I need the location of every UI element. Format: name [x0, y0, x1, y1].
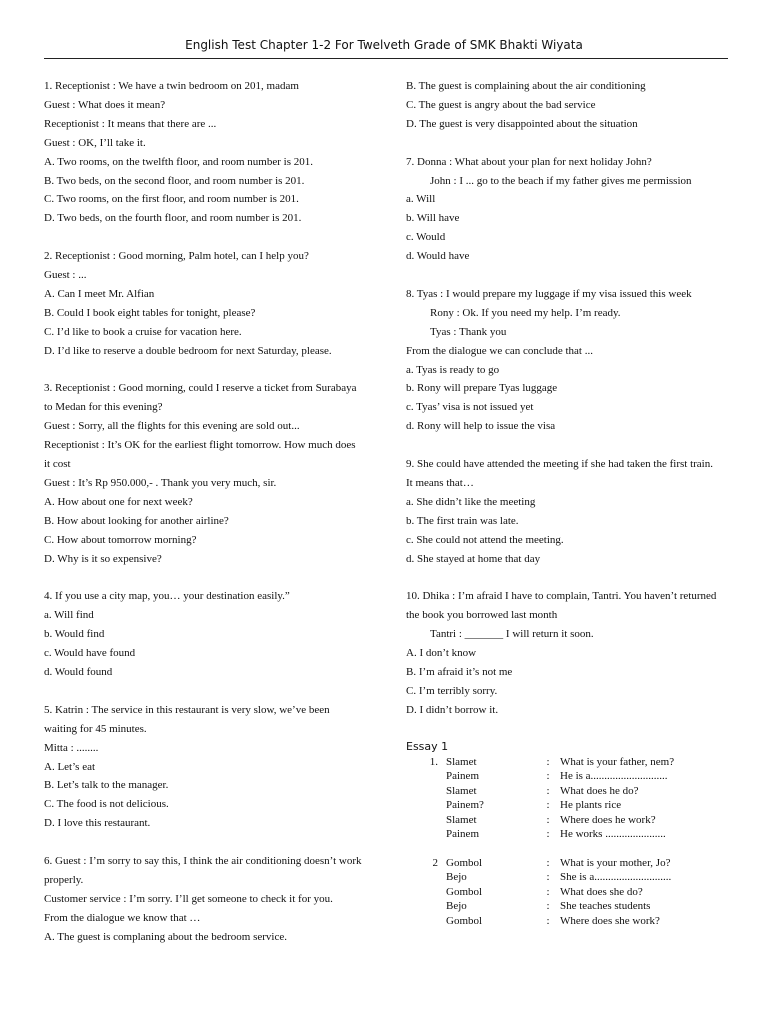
essay-colon: : — [546, 871, 550, 884]
question-line: C. Two rooms, on the first floor, and room number is 201. — [44, 193, 299, 206]
question-line: B. How about looking for another airline? — [44, 514, 229, 527]
essay-row — [406, 755, 674, 770]
question-line: Tyas : Thank you — [430, 325, 507, 338]
essay-line: He works ...................... — [560, 828, 666, 841]
essay-row — [406, 798, 674, 813]
question-text: 6. Guest : I’m sorry to say this, I think the air conditioning doesn’t work properly. — [44, 855, 362, 886]
question-text: 4. If you use a city map, you… your destination easily.” — [44, 590, 290, 603]
essay-colon: : — [546, 784, 550, 797]
question-line: b. Will have — [406, 212, 460, 225]
question-block — [44, 587, 364, 682]
essay-gap — [406, 842, 674, 856]
essay-speaker: Slamet — [446, 784, 477, 797]
essay-row — [406, 856, 674, 871]
essay-table — [406, 755, 674, 929]
title-divider — [44, 58, 728, 59]
essay-line: What does she do? — [560, 885, 643, 898]
essay-colon: : — [546, 900, 550, 913]
question-line: A. How about one for next week? — [44, 495, 193, 508]
essay-number — [406, 899, 446, 914]
question-line: d. Rony will help to issue the visa — [406, 420, 556, 433]
page-title: English Test Chapter 1-2 For Twelveth Grade of SMK Bhakti Wiyata — [185, 38, 583, 52]
essay-colon: : — [546, 770, 550, 783]
essay-line: What is your father, nem? — [560, 755, 675, 768]
question-block — [44, 701, 364, 833]
question-line: Receptionist : It means that there are ... — [44, 117, 217, 130]
question-line: D. Why is it so expensive? — [44, 552, 162, 565]
question-text: 5. Katrin : The service in this restaurant is very slow, we’ve been waiting for 45 minutes. — [44, 703, 330, 735]
essay-number — [406, 827, 446, 842]
question-line: Customer service : I’m sorry. I’ll get someone to check it for you. — [44, 892, 333, 905]
essay-line: Where does she work? — [560, 914, 660, 927]
question-line: d. Would found — [44, 666, 113, 679]
question-text: 9. She could have attended the meeting if she had taken the first train. It means that… — [406, 458, 713, 489]
question-line: C. I’d like to book a cruise for vacation here. — [44, 325, 242, 338]
question-block — [406, 587, 722, 719]
essay-line: She teaches students — [560, 900, 651, 913]
question-line: a. She didn’t like the meeting — [406, 495, 536, 508]
essay-line: He is a............................ — [560, 770, 668, 783]
question-line: c. Would have found — [44, 647, 136, 660]
essay-number — [406, 870, 446, 885]
question-text: 8. Tyas : I would prepare my luggage if my visa issued this week — [406, 287, 692, 300]
essay-number: 1. — [429, 755, 438, 768]
question-line: a. Tyas is ready to go — [406, 363, 500, 376]
question-line: D. I didn’t borrow it. — [406, 703, 499, 716]
question-line: b. Rony will prepare Tyas luggage — [406, 382, 558, 395]
essay-row — [406, 827, 674, 842]
question-block — [406, 153, 722, 266]
essay-number — [406, 769, 446, 784]
essay-number: 2 — [432, 856, 438, 869]
essay-row — [406, 885, 674, 900]
question-line: c. She could not attend the meeting. — [406, 533, 564, 546]
question-line: c. Tyas’ visa is not issued yet — [406, 401, 534, 414]
question-line: Rony : Ok. If you need my help. I’m ready. — [430, 306, 621, 319]
essay-number — [406, 813, 446, 828]
question-line: c. Would — [406, 231, 446, 244]
question-line: D. Two beds, on the fourth floor, and room number is 201. — [44, 212, 302, 225]
question-line: d. Would have — [406, 250, 470, 263]
essay-colon: : — [546, 813, 550, 826]
right-questions — [406, 77, 722, 720]
question-line: A. I don’t know — [406, 647, 477, 660]
question-text: B. The guest is complaining about the air conditioning — [406, 80, 646, 92]
essay-line: What is your mother, Jo? — [560, 856, 671, 869]
essay-number — [406, 798, 446, 813]
question-line: Guest : ... — [44, 269, 87, 282]
essay-row — [406, 813, 674, 828]
essay-line: He plants rice — [560, 799, 622, 812]
essay-speaker: Bejo — [446, 900, 467, 913]
question-line: D. I’d like to reserve a double bedroom for next Saturday, please. — [44, 344, 332, 357]
question-text: 1. Receptionist : We have a twin bedroom on 201, madam — [44, 80, 299, 92]
question-text: 10. Dhika : I’m afraid I have to complain, Tantri. You haven’t returned the book you borrowed last month — [406, 590, 717, 622]
question-line: C. How about tomorrow morning? — [44, 533, 197, 546]
question-line: Mitta : ........ — [44, 741, 99, 754]
essay-speaker: Bejo — [446, 871, 467, 884]
question-line: From the dialogue we can conclude that ... — [406, 344, 593, 357]
essay-colon: : — [546, 828, 550, 841]
question-line: Guest : OK, I’ll take it. — [44, 136, 146, 149]
essay-line: What does he do? — [560, 784, 639, 797]
question-line: C. The guest is angry about the bad service — [406, 98, 596, 111]
question-block — [44, 77, 364, 228]
question-line: b. Would find — [44, 628, 105, 641]
question-block — [406, 455, 722, 568]
question-line: Guest : What does it mean? — [44, 98, 166, 111]
essay-row — [406, 914, 674, 929]
question-text: 3. Receptionist : Good morning, could I reserve a ticket from Surabaya to Medan for this evening? — [44, 382, 357, 414]
left-column — [44, 77, 364, 966]
question-block — [406, 77, 722, 134]
essay-row — [406, 870, 674, 885]
question-line: Receptionist : It’s OK for the earliest flight tomorrow. How much does it cost — [44, 439, 356, 471]
essay-row — [406, 899, 674, 914]
right-column — [406, 77, 722, 928]
essay-speaker: Gombol — [446, 856, 483, 869]
question-line: D. The guest is very disappointed about the situation — [406, 117, 638, 130]
question-block — [44, 379, 364, 568]
question-line: A. The guest is complaning about the bedroom service. — [44, 930, 287, 943]
question-line: B. Two beds, on the second floor, and room number is 201. — [44, 174, 305, 187]
essay-row — [406, 769, 674, 784]
question-line: A. Two rooms, on the twelfth floor, and room number is 201. — [44, 155, 313, 168]
question-line: b. The first train was late. — [406, 514, 519, 527]
question-line: Guest : Sorry, all the flights for this evening are sold out... — [44, 420, 300, 433]
essay-number — [406, 914, 446, 929]
question-line: B. Could I book eight tables for tonight, please? — [44, 306, 256, 319]
question-line: a. Will find — [44, 609, 94, 622]
essay-speaker: Gombol — [446, 885, 483, 898]
essay-row — [406, 784, 674, 799]
essay-colon: : — [546, 914, 550, 927]
question-line: D. I love this restaurant. — [44, 817, 151, 830]
essay-line: She is a............................ — [560, 871, 672, 884]
question-line: A. Let’s eat — [44, 760, 96, 773]
essay-colon: : — [546, 799, 550, 812]
question-block — [44, 247, 364, 360]
essay-speaker: Slamet — [446, 755, 477, 768]
question-line: d. She stayed at home that day — [406, 552, 541, 565]
question-line: A. Can I meet Mr. Alfian — [44, 287, 155, 300]
question-line: From the dialogue we know that … — [44, 911, 201, 924]
question-line: B. I’m afraid it’s not me — [406, 666, 513, 679]
essay-title: Essay 1 — [406, 739, 449, 753]
essay-colon: : — [546, 885, 550, 898]
essay-colon: : — [546, 755, 550, 768]
question-line: John : I ... go to the beach if my father gives me permission — [430, 174, 692, 187]
essay-speaker: Painem? — [446, 799, 484, 812]
essay-speaker: Painem — [446, 828, 479, 841]
question-block — [44, 852, 364, 947]
essay-line: Where does he work? — [560, 813, 656, 826]
essay-speaker: Painem — [446, 770, 479, 783]
question-line: Tantri : _______ I will return it soon. — [430, 628, 594, 641]
essay-number — [406, 784, 446, 799]
question-block — [406, 285, 722, 436]
question-text: 2. Receptionist : Good morning, Palm hotel, can I help you? — [44, 250, 309, 263]
essay-speaker: Gombol — [446, 914, 483, 927]
question-text: 7. Donna : What about your plan for next holiday John? — [406, 155, 652, 168]
question-line: Guest : It’s Rp 950.000,- . Thank you very much, sir. — [44, 477, 277, 489]
essay-speaker: Slamet — [446, 813, 477, 826]
question-line: C. I’m terribly sorry. — [406, 684, 498, 697]
question-line: C. The food is not delicious. — [44, 798, 169, 811]
question-line: B. Let’s talk to the manager. — [44, 779, 169, 792]
essay-number — [406, 885, 446, 900]
question-line: a. Will — [406, 193, 436, 206]
essay-colon: : — [546, 856, 550, 869]
